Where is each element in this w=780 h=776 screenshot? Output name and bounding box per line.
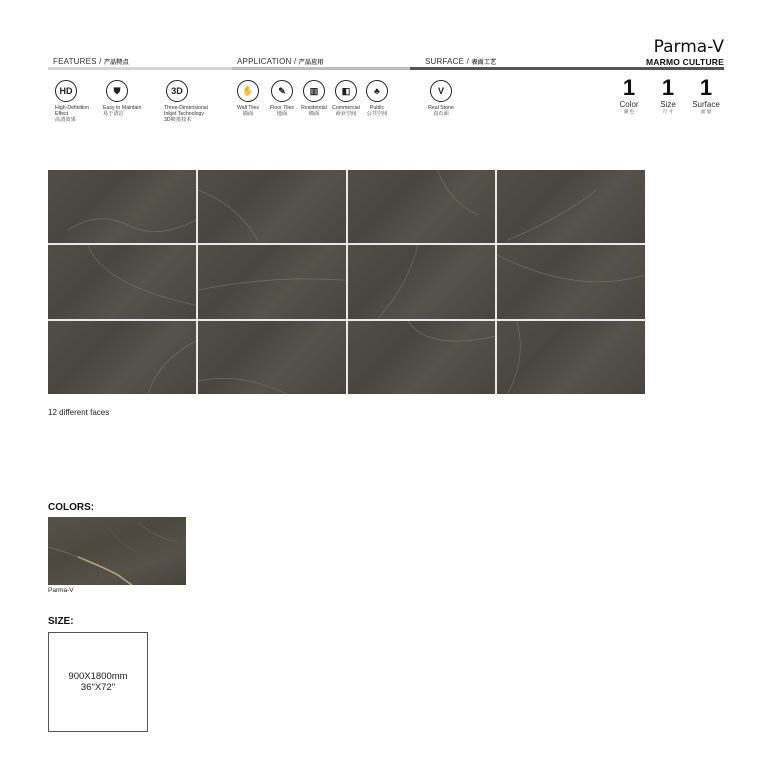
application-label-zh: 公共空间 — [366, 111, 388, 117]
features-divider-bar — [48, 67, 232, 70]
surface-label-en: Real Stone — [428, 105, 454, 111]
surface-label-cn: 表面工艺 — [471, 60, 497, 66]
tile-face — [48, 321, 196, 394]
size-box — [48, 632, 148, 732]
stat-label: Surface — [692, 100, 720, 109]
wall-icon: ✋ — [237, 80, 259, 102]
tile-face — [497, 321, 645, 394]
stat-surface — [691, 76, 721, 115]
application-label-zh: 墙面 — [308, 111, 320, 117]
tile-face — [497, 170, 645, 243]
surface-label-zh: 真石面 — [433, 111, 449, 117]
size-metric: 900X1800mm — [68, 671, 128, 682]
feature-3d — [164, 80, 220, 124]
application-label-en: Public — [369, 105, 385, 111]
application-divider-bar — [232, 67, 410, 70]
application-label-en: Residential — [301, 105, 327, 111]
feature-label-zh: 3D喷墨技术 — [164, 117, 192, 123]
colors-heading: COLORS: — [48, 502, 95, 513]
feature-label-zh: 高清效果 — [55, 117, 76, 123]
tile-face — [198, 321, 346, 394]
features-section-label — [53, 57, 129, 66]
surface-section-label — [425, 57, 496, 66]
application-label-zh: 地面 — [276, 111, 288, 117]
application-section-label — [237, 57, 324, 66]
stat-number: 1 — [661, 75, 675, 100]
feature-label-en: High-Definition Effect — [55, 105, 90, 117]
application-label-en: APPLICATION / — [237, 57, 297, 66]
stat-number: 1 — [622, 75, 636, 100]
brush-icon: ⛊ — [106, 80, 128, 102]
tile-face — [348, 170, 496, 243]
application-label-zh: 商业空间 — [335, 111, 357, 117]
product-title: Parma-V — [653, 37, 724, 57]
brand-subtitle: MARMO CULTURE — [646, 57, 724, 67]
stat-label: Size — [660, 100, 676, 109]
tile-face — [198, 245, 346, 318]
application-label-en: Wall Tiles — [236, 105, 259, 111]
tile-face — [48, 170, 196, 243]
stat-color — [614, 76, 644, 115]
stat-label: Color — [619, 100, 639, 109]
application-label-en: Floor Tiles — [270, 105, 294, 111]
tile-face — [48, 245, 196, 318]
faces-caption: 12 different faces — [48, 408, 110, 417]
feature-label-en: Easy to Maintain — [103, 105, 142, 111]
tile-faces-grid — [48, 170, 645, 394]
surface-divider-bar — [410, 67, 724, 70]
application-public — [356, 80, 398, 118]
feature-hd — [55, 80, 103, 124]
application-label-zh: 墙面 — [242, 111, 254, 117]
floor-icon: ✎ — [271, 80, 293, 102]
stat-label-zh: 尺 寸 — [662, 109, 674, 114]
stat-label-zh: 颜 色 — [623, 109, 635, 114]
size-imperial: 36"X72" — [80, 682, 116, 693]
v-icon: V — [430, 80, 452, 102]
surface-label-en: SURFACE / — [425, 57, 470, 66]
color-swatch — [48, 517, 186, 585]
stat-label-zh: 面 面 — [700, 109, 712, 114]
tile-face — [348, 245, 496, 318]
stat-number: 1 — [699, 75, 713, 100]
public-icon: ♣ — [366, 80, 388, 102]
commercial-icon: ◧ — [335, 80, 357, 102]
size-heading: SIZE: — [48, 616, 74, 627]
swatch-name: Parma-V — [48, 587, 74, 594]
application-label-en: Commercial — [332, 105, 360, 111]
stat-size — [653, 76, 683, 115]
features-label-cn: 产品特点 — [103, 60, 129, 66]
hd-icon: HD — [55, 80, 77, 102]
tile-face — [348, 321, 496, 394]
features-label-en: FEATURES / — [53, 57, 102, 66]
feature-label-zh: 易于清洁 — [103, 111, 124, 117]
tile-face — [497, 245, 645, 318]
feature-maintain — [103, 80, 153, 118]
residential-icon: ▥ — [303, 80, 325, 102]
tile-face — [198, 170, 346, 243]
3d-icon: 3D — [166, 80, 188, 102]
surface-real-stone — [419, 80, 463, 118]
feature-label-en: Three-Dimensional Inkjet Technology — [164, 105, 208, 117]
application-label-cn: 产品应用 — [298, 60, 324, 66]
